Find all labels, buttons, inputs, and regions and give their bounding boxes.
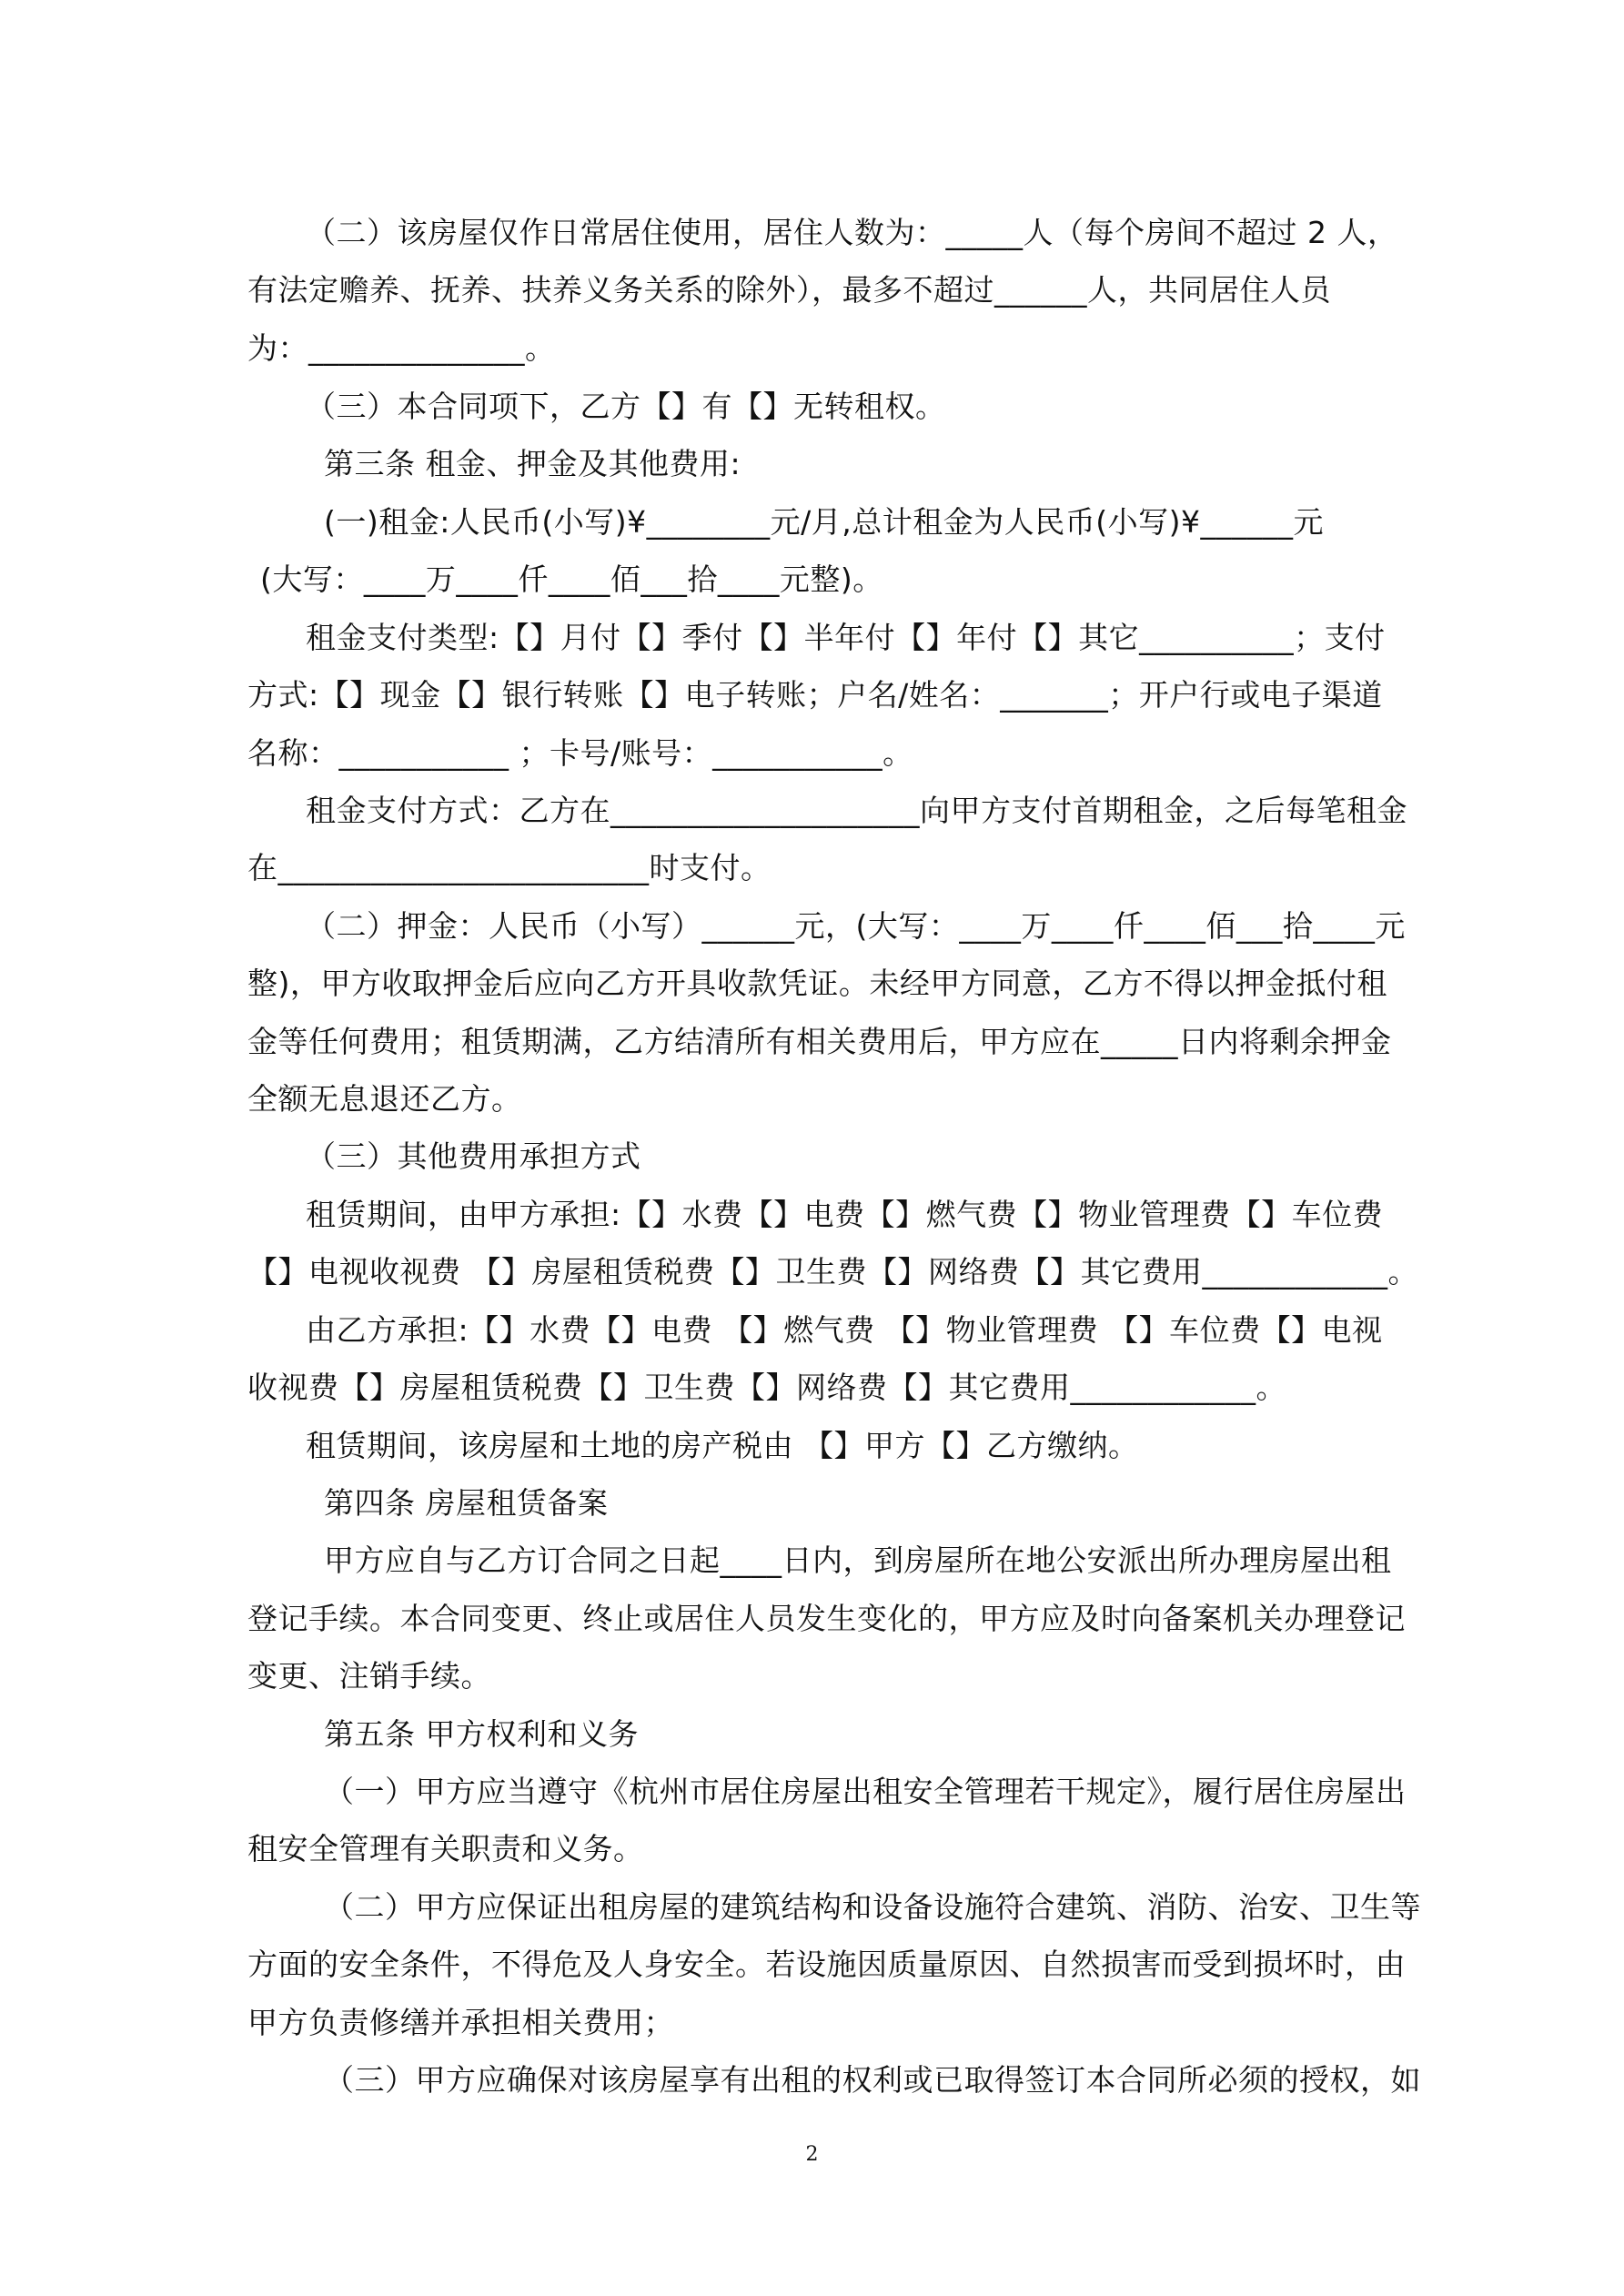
text-line: 登记手续。本合同变更、终止或居住人员发生变化的，甲方应及时向备案机关办理登记 (247, 1601, 1406, 1636)
text-line: 甲方应自与乙方订合同之日起____日内，到房屋所在地公安派出所办理房屋出租 (324, 1542, 1392, 1578)
text-line: （三）其他费用承担方式 (306, 1138, 641, 1174)
page-number: 2 (805, 2143, 819, 2166)
text-line: 收视费【】房屋租赁税费【】卫生费【】网络费【】其它费用____________。 (247, 1370, 1286, 1405)
text-line: （二）甲方应保证出租房屋的建筑结构和设备设施符合建筑、消防、治安、卫生等 (324, 1889, 1421, 1925)
text-line: （一）甲方应当遵守《杭州市居住房屋出租安全管理若干规定》，履行居住房屋出 (324, 1774, 1407, 1809)
text-line: (大写：____万____仟____佰___拾____元整)。 (260, 561, 883, 597)
section-heading: 第五条 甲方权利和义务 (324, 1716, 639, 1752)
text-line: 全额无息退还乙方。 (247, 1081, 522, 1117)
section-heading: 第三条 租金、押金及其他费用: (324, 446, 741, 481)
text-line: 甲方负责修缮并承担相关费用； (247, 2005, 674, 2040)
text-line: 名称：___________ ；卡号/账号：___________。 (247, 735, 913, 771)
text-line: 租金支付方式：乙方在____________________向甲方支付首期租金，之后每笔租金 (306, 793, 1407, 828)
text-line: 整)，甲方收取押金后应向乙方开具收款凭证。未经甲方同意，乙方不得以押金抵付租 (247, 966, 1387, 1001)
text-line: 租安全管理有关职责和义务。 (247, 1831, 644, 1866)
text-line: （二）押金：人民币（小写）______元，(大写：____万____仟____佰___拾____元 (306, 908, 1406, 944)
text-line: 租金支付类型:【】月付【】季付【】半年付【】年付【】其它__________；支付 (306, 620, 1386, 655)
text-line: 变更、注销手续。 (247, 1658, 491, 1694)
text-line: (一)租金:人民币(小写)¥________元/月,总计租金为人民币(小写)¥______元 (324, 504, 1324, 540)
text-line: 【】电视收视费 【】房屋租赁税费【】卫生费【】网络费【】其它费用____________。 (247, 1254, 1418, 1290)
text-line: 方式:【】现金【】银行转账【】电子转账；户名/姓名：_______；开户行或电子渠道 (247, 677, 1383, 713)
text-line: 金等任何费用；租赁期满，乙方结清所有相关费用后，甲方应在_____日内将剩余押金 (247, 1024, 1392, 1059)
text-line: （二）该房屋仅作日常居住使用，居住人数为：_____人（每个房间不超过 2 人， (306, 215, 1398, 250)
text-line: 租赁期间，该房屋和土地的房产税由 【】甲方【】乙方缴纳。 (306, 1428, 1139, 1463)
text-line: 在________________________时支付。 (247, 850, 772, 885)
text-line: 由乙方承担:【】水费【】电费 【】燃气费 【】物业管理费 【】车位费【】电视 (306, 1312, 1383, 1348)
text-line: 有法定赡养、抚养、扶养义务关系的除外），最多不超过______人，共同居住人员 (247, 272, 1331, 308)
text-line: 方面的安全条件，不得危及人身安全。若设施因质量原因、自然损害而受到损坏时，由 (247, 1947, 1406, 1982)
text-line: （三）本合同项下，乙方【】有【】无转租权。 (306, 389, 946, 424)
text-line: 为：______________。 (247, 330, 556, 366)
text-line: 租赁期间，由甲方承担:【】水费【】电费【】燃气费【】物业管理费【】车位费 (306, 1197, 1384, 1232)
text-line: （三）甲方应确保对该房屋享有出租的权利或已取得签订本合同所必须的授权，如 (324, 2062, 1421, 2098)
section-heading: 第四条 房屋租赁备案 (324, 1485, 609, 1521)
